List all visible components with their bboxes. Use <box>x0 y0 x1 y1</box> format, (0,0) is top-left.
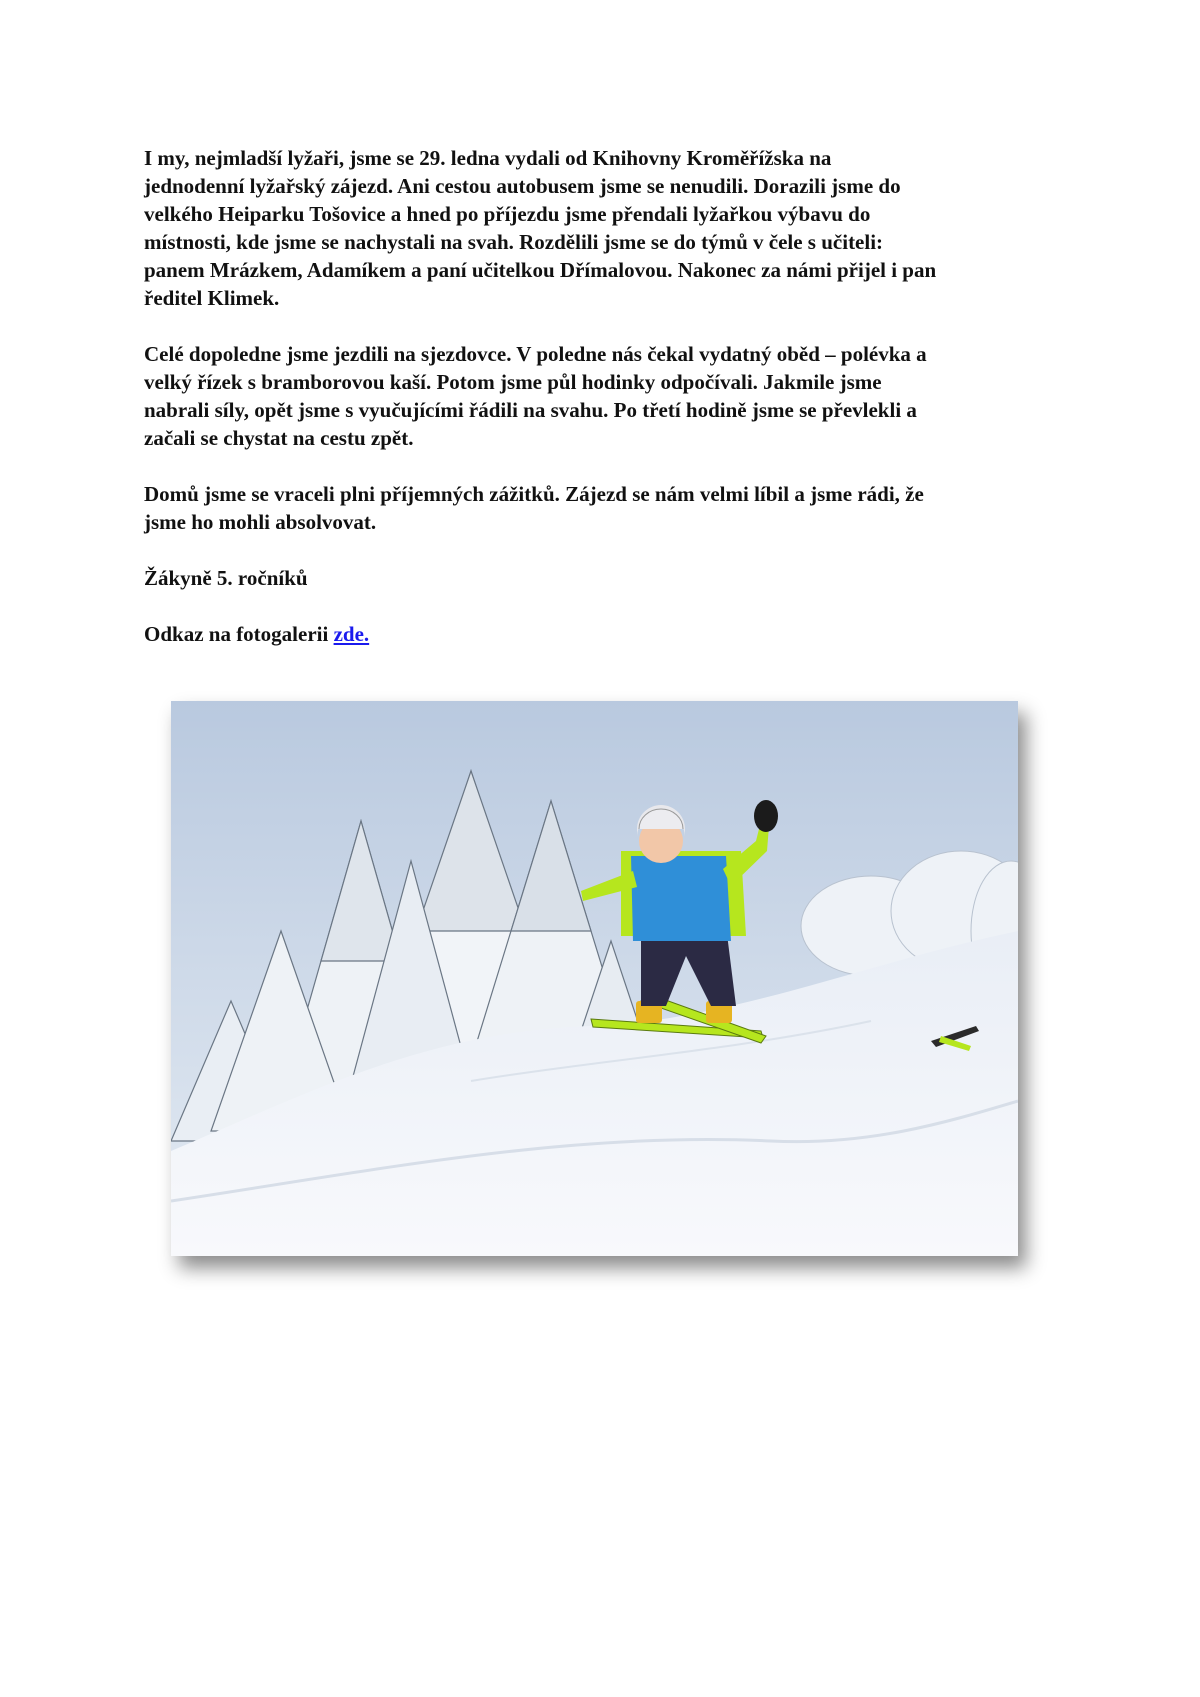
paragraph-return: Domů jsme se vraceli plni příjemných zážitků. Zájezd se nám velmi líbil a jsme rádi, že jsme ho mohli absolvovat. <box>144 482 924 534</box>
gallery-line <box>144 620 1064 648</box>
gallery-link[interactable]: zde. <box>333 622 370 646</box>
paragraph-day-description: Celé dopoledne jsme jezdili na sjezdovce. V poledne nás čekal vydatný oběd – polévka a velký řízek s bramborovou kaší. Potom jsme půl hodinky odpočívali. Jakmile jsme nabrali síly, opět jsme s vyučujícími řádili na svahu. Po třetí hodině jsme se převlekli a začali se chystat na cestu zpět. <box>144 342 927 450</box>
ski-photo-icon <box>171 701 1018 1256</box>
signature: Žákyně 5. ročníků <box>144 566 308 590</box>
gallery-label: Odkaz na fotogalerii <box>144 622 329 646</box>
ski-photo <box>171 701 1018 1256</box>
paragraph-trip-intro: I my, nejmladší lyžaři, jsme se 29. ledna vydali od Knihovny Kroměřížska na jednodenní lyžařský zájezd. Ani cestou autobusem jsme se nenudili. Dorazili jsme do velkého Heiparku Tošovice a hned po příjezdu jsme přendali lyžařkou výbavu do místnosti, kde jsme se nachystali na svah. Rozdělili jsme se do týmů v čele s učiteli: panem Mrázkem, Adamíkem a paní učitelkou Dřímalovou. Nakonec za námi přijel i pan ředitel Klimek. <box>144 146 937 310</box>
article-body <box>144 144 1064 676</box>
